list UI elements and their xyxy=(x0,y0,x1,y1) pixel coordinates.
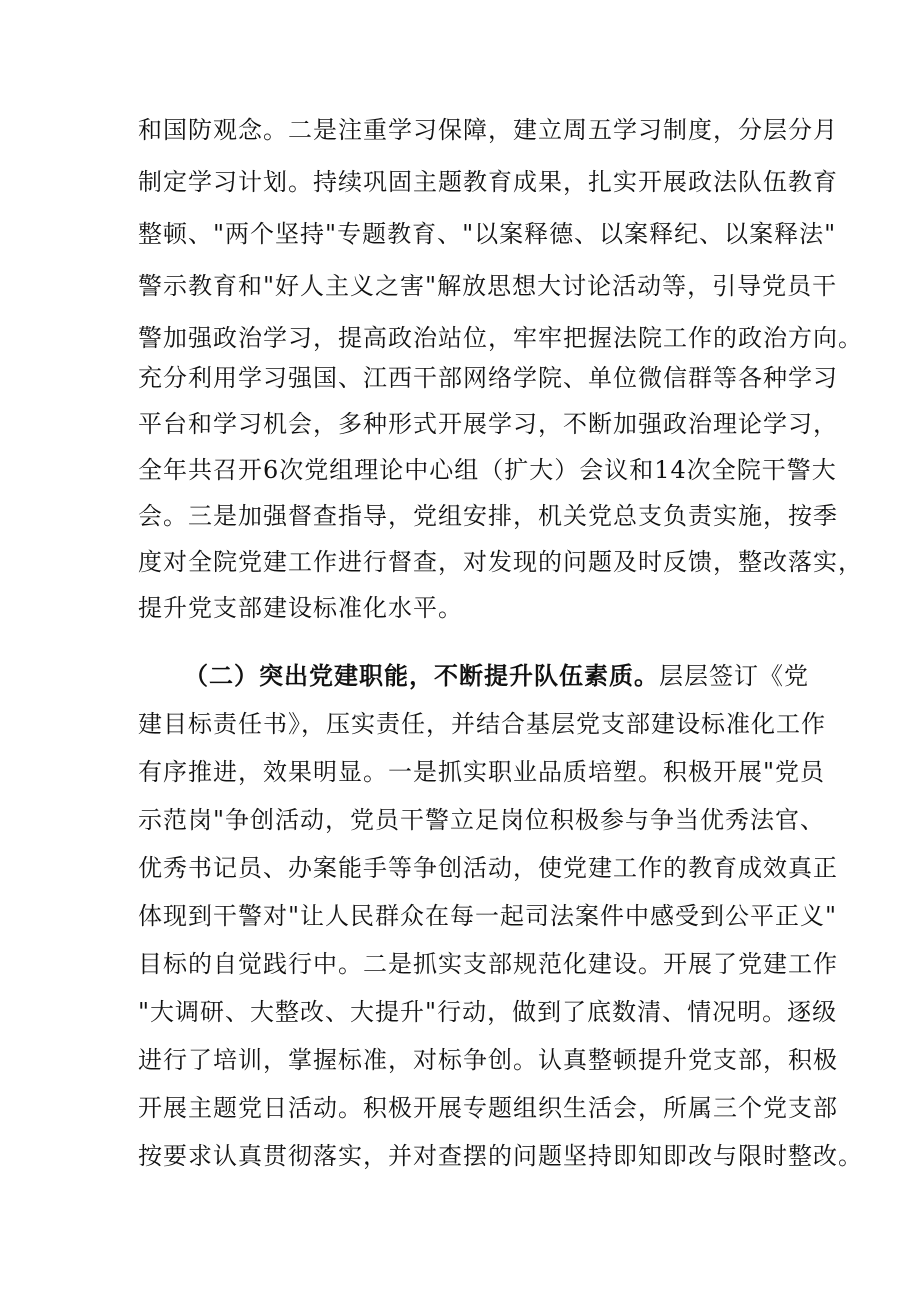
paragraph-line: 进行了培训，掌握标准，对标争创。认真整顿提升党支部，积极 xyxy=(138,1046,838,1074)
paragraph-line: 体现到干警对"让人民群众在每一起司法案件中感受到公平正义" xyxy=(138,902,838,930)
paragraph-line: 优秀书记员、办案能手等争创活动，使党建工作的教育成效真正 xyxy=(138,854,838,882)
paragraph-line: 度对全院党建工作进行督查，对发现的问题及时反馈，整改落实， xyxy=(138,548,863,576)
paragraph-line: 按要求认真贯彻落实，并对查摆的问题坚持即知即改与限时整改。 xyxy=(138,1142,863,1170)
section-heading: （二）突出党建职能，不断提升队伍素质。 xyxy=(184,661,659,690)
paragraph-line: 会。三是加强督查指导，党组安排，机关党总支负责实施，按季 xyxy=(138,502,838,530)
paragraph-line: 警加强政治学习，提高政治站位，牢牢把握法院工作的政治方向。 xyxy=(138,324,863,352)
paragraph-line: "大调研、大整改、大提升"行动，做到了底数清、情况明。逐级 xyxy=(138,998,838,1026)
paragraph-line: 开展主题党日活动。积极开展专题组织生活会，所属三个党支部 xyxy=(138,1094,838,1122)
paragraph-line: 建目标责任书》，压实责任，并结合基层党支部建设标准化工作 xyxy=(138,710,826,738)
paragraph-line: 目标的自觉践行中。二是抓实支部规范化建设。开展了党建工作 xyxy=(138,950,838,978)
paragraph-line: 平台和学习机会，多种形式开展学习，不断加强政治理论学习， xyxy=(138,410,838,438)
paragraph-text: 层层签订《党 xyxy=(659,662,809,690)
paragraph-line: 有序推进，效果明显。一是抓实职业品质培塑。积极开展"党员 xyxy=(138,758,826,786)
paragraph-line: 充分利用学习强国、江西干部网络学院、单位微信群等各种学习 xyxy=(138,364,838,392)
paragraph-first-line xyxy=(184,656,809,696)
paragraph-line: 制定学习计划。持续巩固主题教育成果，扎实开展政法队伍教育 xyxy=(138,168,838,196)
paragraph-line: 整顿、"两个坚持"专题教育、"以案释德、以案释纪、以案释法" xyxy=(138,220,837,248)
paragraph-line: 提升党支部建设标准化水平。 xyxy=(138,594,463,622)
paragraph-line: 全年共召开6次党组理论中心组（扩大）会议和14次全院干警大 xyxy=(138,456,837,484)
paragraph-line: 警示教育和"好人主义之害"解放思想大讨论活动等，引导党员干 xyxy=(138,272,838,300)
paragraph-line: 和国防观念。二是注重学习保障，建立周五学习制度，分层分月 xyxy=(138,116,838,144)
paragraph-line: 示范岗"争创活动，党员干警立足岗位积极参与争当优秀法官、 xyxy=(138,806,826,834)
